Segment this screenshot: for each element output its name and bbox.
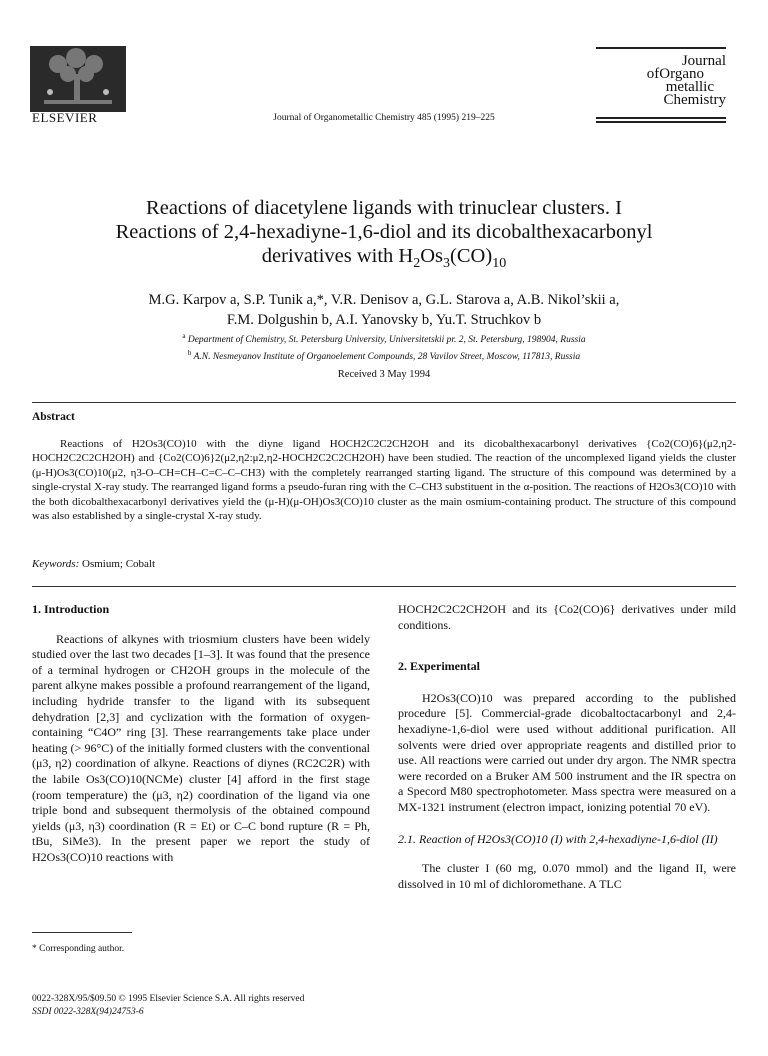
publisher-name: ELSEVIER [32, 110, 98, 125]
section-heading-introduction: 1. Introduction [32, 602, 110, 616]
right-column [398, 602, 736, 892]
journal-logo-line: ofOrgano [646, 66, 704, 82]
keywords-value: Osmium; Cobalt [82, 558, 156, 570]
journal-logo [647, 55, 726, 107]
copyright-block [32, 993, 304, 1019]
journal-citation: Journal of Organometallic Chemistry 485 (1995) 219–225 [273, 113, 495, 123]
affiliation-b: $^b$ A.N. Nesmeyanov Institute of Organoelement Compounds, 28 Vavilov Street, Moscow, 117813, Russia [187, 349, 581, 363]
elsevier-tree-logo [28, 44, 128, 114]
journal-logo-rule-bottom-2 [596, 121, 726, 123]
affiliations [60, 330, 708, 364]
keywords-label: Keywords: [32, 558, 80, 570]
paper-title [60, 196, 708, 276]
divider [32, 586, 736, 587]
journal-logo-rule-top [596, 47, 726, 49]
journal-logo-line: Chemistry [663, 92, 726, 108]
abstract-text: Reactions of H2Os3(CO)10 with the diyne ligand HOCH2C2C2CH2OH and its dicobalthexacarbonyl derivatives {Co2(CO)6}(μ2,η2-HOCH2C2C2CH2OH) and {Co2(CO)6}2(μ2,η2:μ2,η2-HOCH2C2C2CH2OH) have been studied. The reaction of the uncomplexed ligand yields the cluster (μ-H)Os3(CO)10(μ2, η3-O–CH=CH–C=C–C–CH3) with the completely rearranged starting ligand. The structure of this compound was determined by a single-crystal X-ray study. The rearranged ligand forms a pseudo-furan ring with the C–CH3 substituent in the α-position. The reactions of H2Os3(CO)10 with the both dicobalthexacarbonyl derivatives yield the (μ-H)(μ-OH)Os3(CO)10 cluster as the main osmium-containing product. The structure of this compound was also established by a single-crystal X-ray study. [32, 438, 736, 523]
left-column [32, 602, 370, 866]
title-line: Reactions of diacetylene ligands with trinuclear clusters. I [146, 197, 622, 219]
introduction-text: Reactions of alkynes with triosmium clusters have been widely studied over the last two decades [1–3]. It was found that the presence of a terminal hydrogen or CH2OH groups in the molecule of the parent alkyne makes possible a profound rearrangement of the ligand, including hydride transfer to the ligand with its subsequent dehydration [2,3] and cyclization with the formation of oxygen-containing “C4O” ring [3]. These rearrangements take place under heating (> 96°C) of the initially formed clusters with the conventional (μ3, η2) coordination of alkyne. Reactions of diynes (RC2C2R) with the labile Os3(CO)10(NCMe) cluster [4] afford in the first stage (room temperature) the (μ3, η2) coordination of the ligand via one triple bond and subsequent thermolysis of the obtained compound yields (μ3, η3) coordination (R = Et) or C–C bond rupture (R = Ph, tBu, SiMe3). In the present paper we report the study of H2Os3(CO)10 reactions with [32, 631, 370, 864]
abstract-heading: Abstract [32, 411, 75, 423]
received-date: Received 3 May 1994 [337, 369, 431, 380]
section-heading-experimental: 2. Experimental [398, 659, 480, 674]
ssdi-line: SSDI 0022-328X(94)24753-6 [32, 1007, 144, 1017]
footnote: * Corresponding author. [32, 944, 125, 954]
subsection-heading: 2.1. Reaction of H2Os3(CO)10 (I) with 2,4-hexadiyne-1,6-diol (II) [398, 831, 718, 846]
title-line: derivatives with $H_2Os_3(CO)_{10}$ [261, 245, 507, 272]
journal-logo-line: Journal [681, 53, 726, 69]
footnote-divider [32, 932, 132, 933]
journal-logo-line: metallic [665, 79, 714, 95]
divider [32, 402, 736, 403]
continued-text: HOCH2C2C2CH2OH and its {Co2(CO)6} derivatives under mild conditions. [398, 602, 736, 632]
copyright-line: 0022-328X/95/$09.50 © 1995 Elsevier Science S.A. All rights reserved [32, 994, 305, 1004]
title-line: Reactions of 2,4-hexadiyne-1,6-diol and its dicobalthexacarbonyl [115, 221, 653, 243]
affiliation-a: $^a$ Department of Chemistry, St. Petersburg University, Universitetskii pr. 2, St. Petersburg, 198904, Russia [182, 332, 586, 346]
subsection-text: The cluster I (60 mg, 0.070 mmol) and the ligand II, were dissolved in 10 ml of dichloromethane. A TLC [398, 861, 736, 891]
author-line: M.G. Karpov a, S.P. Tunik a,*, V.R. Denisov a, G.L. Starova a, A.B. Nikol’skii a, [148, 292, 620, 308]
experimental-text: H2Os3(CO)10 was prepared according to the published procedure [5]. Commercial-grade dicobaltoctacarbonyl and 2,4-hexadiyne-1,6-diol were used without additional purification. All solvents were dried over appropriate reagents and distilled prior to use. All reactions were carried out under dry argon. The NMR spectra were recorded on a Bruker AM 500 instrument and the IR spectra on a Specord M80 spectrophotometer. Mass spectra were measured on a MX-1321 instrument (electron impact, ionizing potential 70 eV). [398, 690, 736, 814]
author-list [60, 290, 708, 330]
author-line: F.M. Dolgushin b, A.I. Yanovsky b, Yu.T. Struchkov b [226, 312, 542, 328]
journal-logo-rule-bottom [596, 117, 726, 119]
keywords [32, 558, 155, 570]
